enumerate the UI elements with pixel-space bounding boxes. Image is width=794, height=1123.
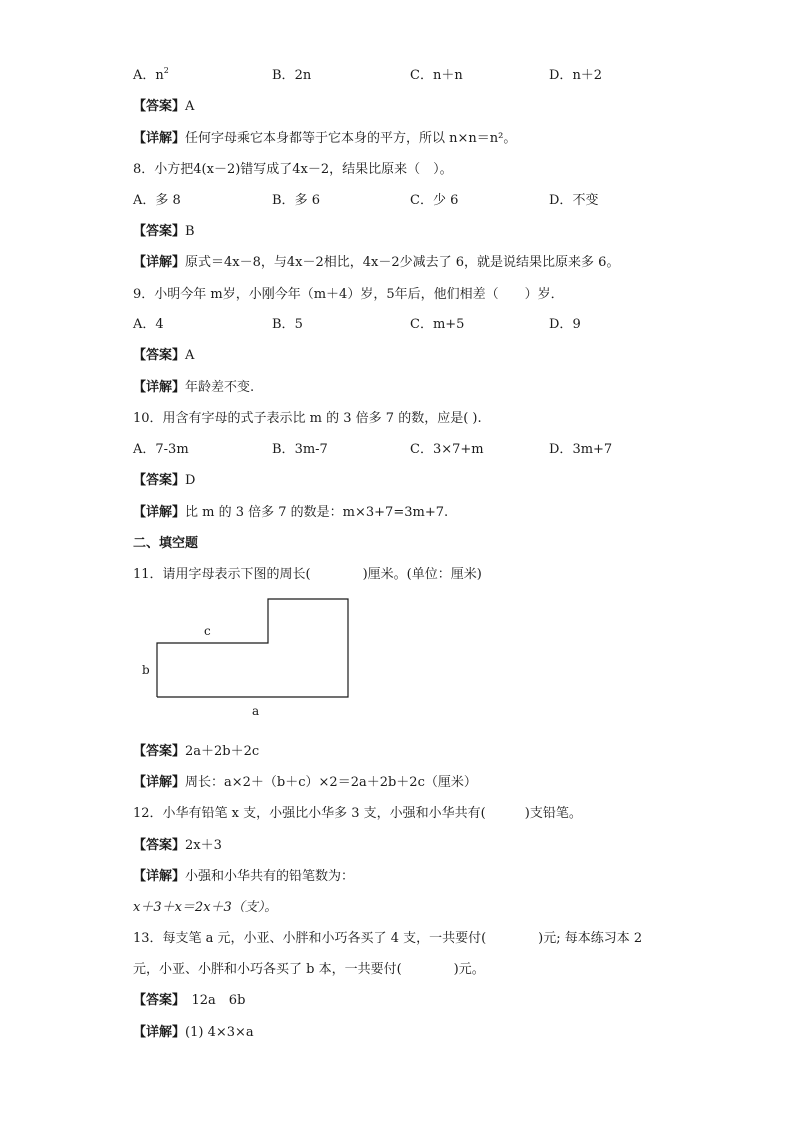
q9-option-a: A．4 [133,317,164,332]
q11-explain: 【详解】周长：a×2＋（b＋c）×2＝2a＋2b＋2c（厘米） [133,775,477,790]
label-a: a [252,704,260,718]
q11-question: 11．请用字母表示下图的周长( )厘米。(单位：厘米) [133,567,482,582]
q12-explain: 【详解】小强和小华共有的铅笔数为： [133,869,355,884]
q11-answer: 【答案】2a＋2b＋2c [133,744,260,759]
q11-figure [130,592,370,722]
q10-option-b: B．3m-7 [272,442,328,457]
l-shape-diagram [130,592,370,722]
l-shape-outline [157,599,348,697]
q10-answer: 【答案】D [133,473,196,488]
label-b: b [142,663,150,677]
q7-option-b: B．2n [272,68,312,83]
q9-explain: 【详解】年龄差不变. [133,380,255,395]
q8-option-a: A．多 8 [133,193,181,208]
q10-explain: 【详解】比 m 的 3 倍多 7 的数是：m×3+7=3m+7. [133,505,449,520]
q7-option-c: C．n＋n [410,68,463,83]
q13-question-line1: 13．每支笔 a 元，小亚、小胖和小巧各买了 4 支，一共要付( )元; 每本练习本 2 [133,931,643,946]
q8-option-c: C．少 6 [410,193,459,208]
q8-question: 8．小方把4(x－2)错写成了4x－2，结果比原来（ ）。 [133,162,453,177]
q7-explain: 【详解】任何字母乘它本身都等于它本身的平方，所以 n×n＝n²。 [133,131,517,146]
q10-option-d: D．3m+7 [549,442,613,457]
q9-option-c: C．m+5 [410,317,465,332]
q8-option-b: B．多 6 [272,193,320,208]
q10-option-c: C．3×7+m [410,442,484,457]
q9-question: 9．小明今年 m岁，小刚今年（m＋4）岁，5年后，他们相差（ ）岁． [133,287,564,302]
q7-option-a: A．$n^2$ [133,66,169,83]
q9-answer: 【答案】A [133,348,195,363]
section-title: 二、填空题 [133,536,199,551]
q7-answer: 【答案】A [133,99,195,114]
q13-explain: 【详解】(1) 4×3×a [133,1025,254,1040]
q9-option-d: D．9 [549,317,581,332]
q13-answer: 【答案】 12a 6b [133,993,246,1008]
q12-answer: 【答案】2x＋3 [133,838,222,853]
q8-answer: 【答案】B [133,224,195,239]
q13-question-line2: 元，小亚、小胖和小巧各买了 b 本，一共要付( )元。 [133,962,485,977]
q8-explain: 【详解】原式＝4x－8，与4x－2相比，4x－2少减去了 6，就是说结果比原来多 6。 [133,255,620,270]
q8-option-d: D．不变 [549,193,599,208]
q12-explain-formula: x＋3＋x＝2x＋3（支）。 [133,900,278,915]
q7-option-d: D．n＋2 [549,68,603,83]
q9-option-b: B．5 [272,317,303,332]
label-c: c [204,624,211,638]
q10-option-a: A．7-3m [133,442,189,457]
q10-question: 10．用含有字母的式子表示比 m 的 3 倍多 7 的数，应是( ). [133,411,482,426]
q12-question: 12．小华有铅笔 x 支，小强比小华多 3 支，小强和小华共有( )支铅笔。 [133,806,582,821]
